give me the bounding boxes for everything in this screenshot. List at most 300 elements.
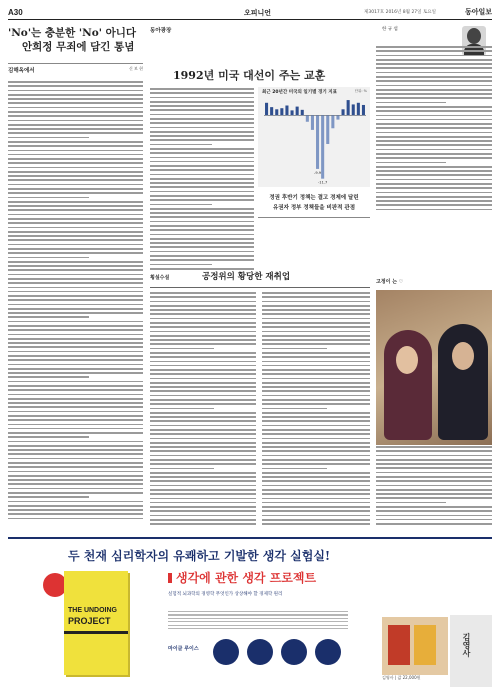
text-line — [150, 246, 254, 248]
text-line — [262, 476, 370, 478]
chart-data-label: -9.9 — [314, 170, 322, 175]
byline-author: 김해옥에서 — [8, 68, 35, 74]
text-line — [376, 170, 492, 172]
text-line — [150, 264, 212, 266]
publisher-card — [450, 615, 492, 687]
chart-plot — [258, 87, 370, 187]
pull-quote-line-1: 정권 후반기 정책는 결고 경제에 달린 — [269, 195, 359, 201]
text-line — [8, 167, 143, 169]
text-line — [376, 204, 492, 206]
chart-bar — [362, 105, 365, 115]
text-line — [8, 364, 143, 366]
text-line — [262, 472, 370, 474]
text-line — [150, 157, 254, 159]
text-line — [376, 209, 492, 211]
text-line — [8, 394, 143, 396]
text-line — [8, 107, 143, 109]
text-line — [8, 428, 143, 430]
text-line — [8, 244, 143, 246]
text-line — [150, 365, 256, 367]
text-line — [262, 455, 370, 457]
text-line — [8, 137, 89, 139]
text-line — [376, 127, 492, 129]
text-line — [8, 282, 143, 284]
text-line — [150, 101, 254, 103]
text-line — [150, 199, 254, 201]
text-line — [150, 382, 256, 384]
text-line — [168, 621, 348, 622]
text-line — [376, 157, 492, 159]
text-line — [376, 515, 492, 517]
opinion-writer: 한 규 섭 — [382, 27, 398, 32]
text-line — [8, 479, 143, 481]
economic-chart — [258, 87, 370, 187]
text-line — [262, 442, 370, 444]
text-line — [262, 468, 327, 470]
text-line — [8, 145, 143, 147]
text-line — [8, 94, 143, 96]
lower-body-left — [150, 292, 256, 530]
text-line — [262, 331, 370, 333]
text-line — [150, 425, 256, 427]
text-line — [150, 502, 256, 504]
text-line — [262, 515, 370, 517]
text-line — [150, 161, 254, 163]
editorial-body-right — [376, 46, 492, 216]
text-line — [150, 88, 254, 90]
text-line — [8, 201, 143, 203]
publisher-vertical: 김영사 — [462, 633, 472, 657]
text-line — [376, 196, 492, 198]
text-line — [262, 348, 327, 350]
text-line — [376, 502, 446, 504]
text-line — [150, 208, 254, 210]
text-line — [376, 183, 492, 185]
text-line — [150, 114, 254, 116]
text-line — [376, 102, 446, 104]
text-line — [8, 419, 143, 421]
chart-bar — [280, 108, 283, 115]
text-line — [376, 192, 492, 194]
text-line — [376, 472, 492, 474]
text-line — [150, 506, 256, 508]
text-line — [150, 459, 256, 461]
text-line — [150, 105, 254, 107]
text-line — [8, 321, 143, 323]
editorial-body-left — [150, 88, 254, 274]
text-line — [262, 369, 370, 371]
text-line — [262, 390, 370, 392]
text-line — [8, 90, 143, 92]
text-line — [8, 218, 143, 220]
text-line — [262, 382, 370, 384]
text-line — [376, 132, 492, 134]
text-line — [8, 128, 143, 130]
text-line — [376, 46, 492, 48]
text-line — [376, 467, 492, 469]
chart-data-label: -11.7 — [317, 180, 328, 185]
text-line — [262, 493, 370, 495]
text-line — [150, 318, 256, 320]
text-line — [150, 255, 254, 257]
ad-author: 마이클 루이스 — [168, 646, 199, 652]
text-line — [8, 154, 143, 156]
text-line — [262, 361, 370, 363]
text-line — [376, 450, 492, 452]
text-line — [150, 403, 256, 405]
opinion-tag: 동아광장 — [150, 28, 172, 34]
text-line — [8, 453, 143, 455]
text-line — [150, 390, 256, 392]
text-line — [8, 252, 143, 254]
text-line — [262, 408, 327, 410]
text-line — [262, 309, 370, 311]
text-line — [150, 234, 254, 236]
text-line — [376, 76, 492, 78]
text-line — [150, 259, 254, 261]
text-line — [168, 625, 348, 626]
photo-caption — [376, 446, 492, 527]
chart-bar — [275, 109, 278, 115]
text-line — [8, 261, 143, 263]
text-line — [8, 424, 143, 426]
text-line — [262, 373, 370, 375]
news-photo — [376, 290, 492, 445]
text-line — [376, 89, 492, 91]
text-line — [8, 509, 143, 511]
text-line — [150, 485, 256, 487]
text-line — [150, 468, 214, 470]
chart-bar — [291, 110, 294, 115]
text-line — [150, 139, 254, 141]
text-line — [8, 171, 143, 173]
text-line — [262, 305, 370, 307]
text-line — [262, 450, 370, 452]
text-line — [8, 209, 143, 211]
text-line — [376, 459, 492, 461]
text-line — [376, 480, 492, 482]
text-line — [262, 343, 370, 345]
text-line — [376, 497, 492, 499]
text-line — [8, 295, 143, 297]
text-line — [262, 463, 370, 465]
text-line — [262, 498, 370, 500]
ad-book-title — [168, 569, 316, 586]
text-line — [262, 420, 370, 422]
text-line — [8, 402, 143, 404]
editorial-title: 1992년 미국 대선이 주는 교훈 — [173, 69, 326, 82]
lower-body-right — [262, 292, 370, 530]
text-line — [8, 188, 143, 190]
text-line — [8, 257, 89, 259]
text-line — [262, 386, 370, 388]
text-line — [8, 385, 143, 387]
text-line — [8, 351, 143, 353]
text-line — [150, 498, 256, 500]
text-line — [262, 489, 370, 491]
text-line — [8, 192, 143, 194]
text-line — [150, 229, 254, 231]
text-line — [150, 169, 254, 171]
ad-description — [168, 611, 348, 631]
publisher-info: 김영사 | 값 22,000원 — [382, 675, 421, 680]
column-headline-2: 안희정 무죄에 담긴 통념 — [22, 41, 135, 53]
text-line — [150, 450, 256, 452]
text-line — [8, 235, 143, 237]
text-line — [8, 248, 143, 250]
text-line — [150, 296, 256, 298]
text-line — [8, 304, 143, 306]
text-line — [8, 462, 143, 464]
chart-title: 최근 20년간 미국의 일기별 경기 지표 — [262, 90, 337, 95]
text-line — [8, 278, 143, 280]
text-line — [8, 381, 143, 383]
text-line — [262, 502, 370, 504]
text-line — [150, 204, 212, 206]
text-line — [150, 373, 256, 375]
text-line — [376, 119, 492, 121]
text-line — [262, 433, 370, 435]
text-line — [262, 403, 370, 405]
text-line — [150, 313, 256, 315]
text-line — [150, 191, 254, 193]
text-line — [376, 67, 492, 69]
text-line — [376, 149, 492, 151]
text-line — [150, 378, 256, 380]
text-line — [150, 493, 256, 495]
text-line — [150, 174, 254, 176]
text-line — [8, 175, 143, 177]
text-line — [168, 628, 348, 629]
text-line — [262, 335, 370, 337]
text-line — [262, 510, 370, 512]
text-line — [150, 515, 256, 517]
text-line — [376, 187, 492, 189]
text-line — [150, 369, 256, 371]
text-line — [262, 318, 370, 320]
text-line — [8, 488, 143, 490]
text-line — [8, 471, 143, 473]
text-line — [8, 102, 143, 104]
text-line — [376, 523, 492, 525]
text-line — [8, 466, 143, 468]
text-line — [262, 519, 370, 521]
text-line — [376, 174, 492, 176]
text-line — [262, 352, 370, 354]
text-line — [376, 136, 492, 138]
chart-bar — [265, 103, 268, 115]
text-line — [376, 476, 492, 478]
text-line — [376, 80, 492, 82]
text-line — [262, 480, 370, 482]
text-line — [376, 446, 492, 448]
lower-title: 공정위의 황당한 재취업 — [202, 272, 291, 282]
text-line — [376, 489, 492, 491]
text-line — [376, 179, 492, 181]
text-line — [8, 406, 143, 408]
text-line — [262, 326, 370, 328]
text-line — [262, 523, 370, 525]
text-line — [150, 292, 256, 294]
pull-quote — [258, 193, 370, 218]
text-line — [376, 144, 492, 146]
book-cover — [64, 571, 128, 675]
text-line — [150, 416, 256, 418]
text-line — [150, 97, 254, 99]
text-line — [8, 436, 89, 438]
ad-tagline: 실험적 뇌과학의 경영학 무엇인가 상상해야 할 경제학 원리 — [168, 592, 283, 597]
text-line — [376, 166, 492, 168]
text-line — [150, 109, 254, 111]
text-line — [376, 55, 492, 57]
text-line — [8, 505, 143, 507]
text-line — [8, 376, 89, 378]
byline — [8, 63, 143, 73]
text-line — [262, 301, 370, 303]
ad-feature-circles — [213, 639, 363, 669]
text-line — [8, 501, 143, 503]
chart-bar — [352, 104, 355, 115]
text-line — [8, 359, 143, 361]
text-line — [376, 140, 492, 142]
text-line — [8, 316, 89, 318]
text-line — [8, 415, 143, 417]
text-line — [150, 195, 254, 197]
text-line — [8, 334, 143, 336]
text-line — [8, 513, 143, 515]
text-line — [8, 346, 143, 348]
text-line — [376, 162, 446, 164]
text-line — [8, 475, 143, 477]
text-line — [8, 179, 143, 181]
text-line — [8, 338, 143, 340]
text-line — [262, 429, 370, 431]
pull-quote-line-2: 유권자 정부 정책들을 비판적 관점 — [272, 205, 356, 211]
text-line — [376, 493, 492, 495]
text-line — [150, 446, 256, 448]
pull-quote-rule — [258, 217, 370, 218]
text-line — [150, 433, 256, 435]
text-line — [376, 50, 492, 52]
text-line — [376, 115, 492, 117]
text-line — [8, 239, 143, 241]
text-line — [150, 455, 256, 457]
column-left — [8, 26, 143, 532]
newspaper-name: 동아일보 — [464, 7, 492, 16]
text-line — [376, 97, 492, 99]
text-line — [150, 322, 256, 324]
text-line — [150, 480, 256, 482]
text-line — [168, 618, 348, 619]
text-line — [150, 251, 254, 253]
chart-unit: 단위: % — [354, 89, 367, 93]
text-line — [262, 378, 370, 380]
text-line — [150, 343, 256, 345]
ad-headline: 두 천재 심리학자의 유쾌하고 기발한 생각 실험실! — [68, 549, 331, 563]
text-line — [8, 132, 143, 134]
text-line — [150, 463, 256, 465]
text-line — [150, 395, 256, 397]
text-line — [8, 308, 143, 310]
text-line — [8, 287, 143, 289]
text-line — [8, 342, 143, 344]
text-line — [150, 420, 256, 422]
text-line — [376, 85, 492, 87]
text-line — [150, 361, 256, 363]
text-line — [150, 348, 214, 350]
text-line — [262, 425, 370, 427]
text-line — [376, 506, 492, 508]
chart-bar — [285, 106, 288, 116]
text-line — [150, 309, 256, 311]
text-line — [150, 356, 256, 358]
chart-bar — [342, 109, 345, 115]
text-line — [8, 141, 143, 143]
text-line — [150, 412, 256, 414]
text-line — [150, 216, 254, 218]
text-line — [8, 449, 143, 451]
text-line — [8, 496, 89, 498]
text-line — [376, 93, 492, 95]
text-line — [150, 242, 254, 244]
text-line — [8, 372, 143, 374]
byline-writer: 신 보 현 — [128, 66, 143, 71]
text-line — [150, 399, 256, 401]
column-body — [8, 81, 143, 519]
text-line — [150, 221, 254, 223]
text-line — [8, 162, 143, 164]
text-line — [376, 463, 492, 465]
chart-bar — [357, 103, 360, 115]
text-line — [150, 182, 254, 184]
text-line — [150, 144, 212, 146]
lower-kicker: 횡설수설 — [150, 275, 170, 281]
chart-bar — [336, 115, 339, 119]
text-line — [168, 611, 348, 612]
text-line — [8, 158, 143, 160]
text-line — [8, 124, 143, 126]
column-headline-1: 'No'는 충분한 'No' 아니다 — [8, 27, 137, 39]
text-line — [150, 339, 256, 341]
text-line — [150, 165, 254, 167]
text-line — [262, 292, 370, 294]
text-line — [150, 519, 256, 521]
chart-bar — [321, 115, 324, 178]
chart-bar — [311, 115, 314, 130]
text-line — [168, 614, 348, 615]
photo-label: 고정이 는 ♡ — [376, 279, 404, 285]
chart-bar — [301, 110, 304, 115]
text-line — [150, 476, 256, 478]
section-name: 오피니언 — [244, 9, 272, 17]
text-line — [8, 222, 143, 224]
text-line — [150, 122, 254, 124]
issue-date: 제3017호 2016년 8월 27일 토요일 — [364, 10, 436, 15]
text-line — [150, 442, 256, 444]
text-line — [8, 231, 143, 233]
text-line — [8, 184, 143, 186]
text-line — [8, 445, 143, 447]
text-line — [8, 85, 143, 87]
text-line — [8, 205, 143, 207]
text-line — [150, 301, 256, 303]
ad-book-title-text: 생각에 관한 생각 프로젝트 — [176, 571, 317, 585]
text-line — [150, 326, 256, 328]
text-line — [376, 455, 492, 457]
text-line — [262, 313, 370, 315]
text-line — [262, 339, 370, 341]
text-line — [8, 269, 143, 271]
